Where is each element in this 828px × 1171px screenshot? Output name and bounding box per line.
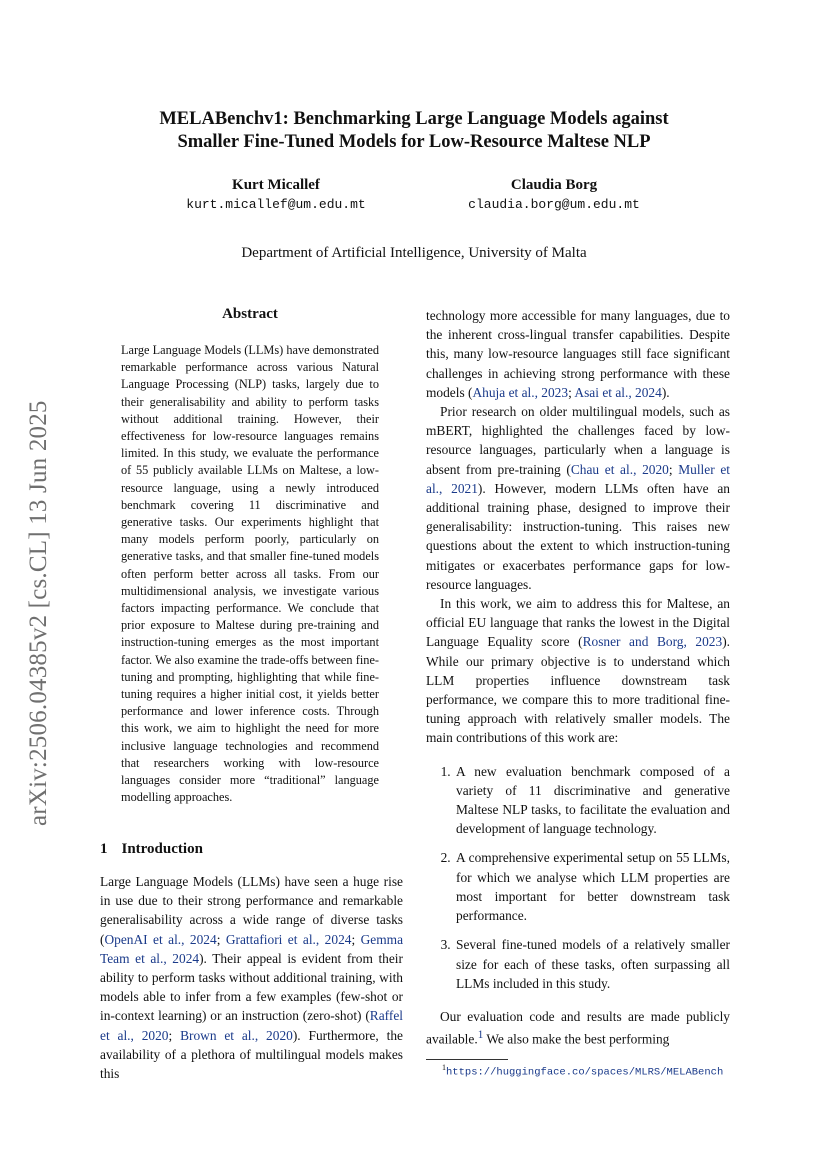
- citation-link[interactable]: Gemma Team et al., 2024: [100, 931, 404, 966]
- citation-link[interactable]: Asai et al., 2024: [574, 384, 662, 400]
- footnote-marker[interactable]: 1: [477, 1029, 484, 1042]
- author-1: [170, 175, 382, 215]
- citation-link[interactable]: Rosner and Borg, 2023: [582, 634, 723, 650]
- citation-link[interactable]: Raffel et al., 2020: [100, 1008, 403, 1043]
- citation-link[interactable]: Muller et al., 2021: [426, 461, 730, 496]
- author-name: Kurt Micallef: [232, 177, 320, 193]
- list-item: 1. A new evaluation benchmark composed of a variety of 11 discriminative and generative Maltese NLP tasks, to facilitate the evaluation and development of language technology.: [454, 762, 730, 839]
- paper-title: [100, 108, 728, 154]
- intro-paragraph-1: Large Language Models (LLMs) have seen a huge rise in use due to their strong performance and remarkable generalisability across a wide range of diverse tasks (OpenAI et al., 2024; Grattafiori et al., 2024; Gemma Team et al., 2024). Their appeal is evident from their ability to perform tasks without additional training, with models able to infer from a few examples (few-shot or in-context learning) or an instruction (zero-shot) (Raffel et al., 2020; Brown et al., 2020). Furthermore, the availability of a plethora of multilingual models makes this: [100, 874, 404, 1082]
- footnote: [442, 1063, 723, 1079]
- affiliation: Department of Artificial Intelligence, University of Malta: [241, 245, 587, 261]
- section-title: Introduction: [121, 841, 203, 857]
- intro-paragraph-2: Prior research on older multilingual models, such as mBERT, highlighted the challenges faced by low-resource languages, particularly when a language is absent from pre-training (Chau et al., 2020; Muller et al., 2021). However, modern LLMs often have an additional training phase, designed to improve their generalisability: instruction-tuning. This raises new questions about the extent to which instruction-tuning mitigates or exacerbates performance gaps for low-resource languages.: [426, 404, 730, 592]
- list-item: 2. A comprehensive experimental setup on 55 LLMs, for which we analyse which LLM properties are most important for better downstream task performance.: [454, 848, 730, 925]
- abstract-heading: Abstract: [222, 306, 278, 322]
- citation-link[interactable]: Brown et al., 2020: [180, 1027, 293, 1043]
- author-2: [448, 175, 660, 215]
- intro-paragraph-1-continued: technology more accessible for many languages, due to the inherent cross-lingual transfer capabilities. Despite this, many low-resource languages still face significant challenges in achieving strong performance with these models (Ahuja et al., 2023; Asai et al., 2024).: [426, 308, 730, 400]
- citation-link[interactable]: Chau et al., 2020: [570, 461, 669, 477]
- citation-link[interactable]: Ahuja et al., 2023: [472, 384, 569, 400]
- footnote-number: 1: [442, 1063, 446, 1072]
- abstract-body: Large Language Models (LLMs) have demonstrated remarkable performance across various Natural Language Processing (NLP) tasks, largely due to their generalisability and ability to perform tasks without additional training. However, their effectiveness for low-resource languages remains limited. In this study, we evaluate the performance of 55 publicly available LLMs on Maltese, a low-resource language, using a newly introduced benchmark covering 11 discriminative and generative tasks. Our experiments highlight that many models perform poorly, particularly on generative tasks, and that smaller fine-tuned models often perform better across all tasks. From our multidimensional analysis, we investigate various factors impacting performance. We conclude that prior exposure to Maltese during pre-training and instruction-tuning emerges as the most important factor. We also examine the trade-offs between fine-tuning and prompting, highlighting that while fine-tuning requires a higher initial cost, it yields better performance and lower inference costs. Through this work, we aim to highlight the need for more inclusive language technologies and recommend that researchers working with low-resource languages consider more “traditional” language modelling approaches.: [121, 343, 379, 805]
- list-item: 3. Several fine-tuned models of a relatively smaller size for each of these tasks, often surpassing all LLMs included in this study.: [454, 935, 730, 993]
- author-email[interactable]: kurt.micallef@um.edu.mt: [186, 197, 366, 212]
- footnote-url[interactable]: https://huggingface.co/spaces/MLRS/MELABench: [446, 1066, 724, 1079]
- contributions-list: [426, 762, 730, 993]
- footnote-divider: [426, 1059, 508, 1060]
- section-number: 1: [100, 841, 108, 857]
- arxiv-identifier: arXiv:2506.04385v2 [cs.CL] 13 Jun 2025: [25, 400, 52, 826]
- citation-link[interactable]: Grattafiori et al., 2024: [225, 931, 352, 947]
- author-name: Claudia Borg: [510, 177, 598, 193]
- title-line-1: MELABenchv1: Benchmarking Large Language Models against: [159, 109, 669, 129]
- intro-paragraph-4: Our evaluation code and results are made publicly available.$^1$ We also make the best performing: [426, 1008, 730, 1047]
- author-email[interactable]: claudia.borg@um.edu.mt: [468, 197, 640, 212]
- title-line-2: Smaller Fine-Tuned Models for Low-Resource Maltese NLP: [177, 132, 651, 152]
- right-column: [426, 306, 730, 1049]
- section-heading-introduction: [100, 841, 203, 858]
- intro-paragraph-3: In this work, we aim to address this for Maltese, an official EU language that ranks the lowest in the Digital Language Equality score (Rosner and Borg, 2023). While our primary objective is to understand which LLM properties influence downstream task performance, we compare this to more traditional fine-tuning approach with relatively smaller models. The main contributions of this work are:: [426, 596, 730, 746]
- citation-link[interactable]: OpenAI et al., 2024: [104, 931, 217, 947]
